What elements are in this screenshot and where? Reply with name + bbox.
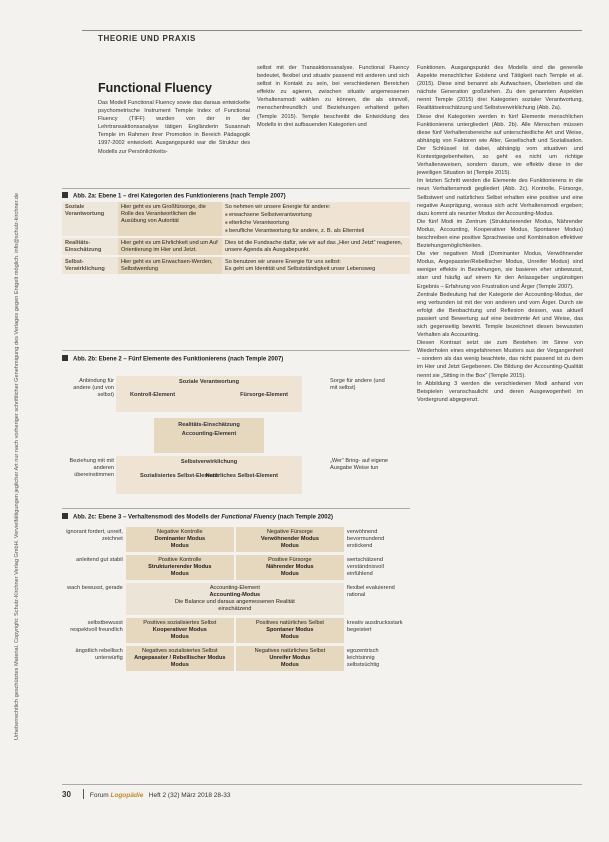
- bullet-item: ■ elterliche Verantwortung: [225, 219, 407, 227]
- mode-name: Nährender Modus: [266, 564, 314, 570]
- row-label: Selbst-Verwirklichung: [62, 256, 118, 274]
- element-label: Sozialisiertes Selbst-Element: [140, 473, 218, 479]
- row-traits-left: ängstlich rebellisch unterwürfig: [75, 648, 123, 661]
- caption-square-icon: [62, 192, 68, 198]
- accounting-cell: [126, 583, 344, 615]
- row-traits-left: selbstbewusst respektvoll freundlich: [70, 620, 123, 633]
- copyright-sidebar: [2, 50, 20, 750]
- row-traits-right: wertschätzend verständnisvoll einfühlend: [346, 557, 384, 577]
- caption-square-icon: [62, 513, 68, 519]
- issue-info: Heft 2 (32) März 2018 28-33: [148, 792, 231, 799]
- detail-text: So nehmen wir unsere Energie für andere:: [225, 203, 331, 210]
- caption-text: Ebene 2 – Fünf Elemente des Funktionierens (nach Temple 2007): [98, 356, 284, 363]
- journal-name-accent: Logopädie: [110, 792, 144, 799]
- mode-type: Negatives natürliches Selbst: [254, 648, 326, 654]
- row-traits-left: ignorant fordert, unreif, zeichnet: [66, 529, 123, 542]
- row-traits-right: flexibel evaluierend rational: [346, 585, 395, 598]
- realitaets-einschaetzung-box: [154, 418, 264, 453]
- figure-rule: [62, 508, 410, 509]
- mode-cell: Negatives sozialisiertes Selbst Angepasster / Rebellischer Modus Modus: [126, 646, 234, 671]
- mode-name: Verwöhnender Modus: [260, 536, 319, 542]
- figure-2a-table: [62, 202, 410, 274]
- row-traits-left: anleitend gut stabil: [76, 557, 123, 563]
- mode-type: Negative Kontrolle: [156, 529, 203, 535]
- paragraph: selbst mit der Transaktionsanalyse. Functional Fluency bedeutet, flexibel und situativ passend mit anderen und sich selbst in Kontakt zu sein, bei verschiedenen Bereichen effektiv zu agieren, zwischen situativ angemessenen Verhaltensmodi wählen zu können, die als sinnvoll, menschenfreundlich und Beziehungen erhaltend gelten (Temple 2015). Temple beschreibt die Entwicklung des Modells in drei aufbauenden Kategorien und: [257, 65, 409, 128]
- box-title: Realitäts-Einschätzung: [178, 422, 240, 428]
- mode-type: Negative Fürsorge: [266, 529, 313, 535]
- page-footer: [62, 789, 230, 799]
- sozial-verantwortung-box: [116, 376, 302, 412]
- side-note: Anbindung für andere (und von selbst): [73, 378, 114, 398]
- text-column-1: [98, 99, 250, 156]
- detail-text: So benutzen wir unsere Energie für uns selbst:: [225, 258, 341, 265]
- table-row: [64, 583, 408, 615]
- row-description: Hier geht es um Erwachsen-Werden, Selbstwerdung: [118, 256, 222, 274]
- paragraph: Diesen Kontrast setzt sie zum Bestehen im Sinne von Wiederholen eines eingefahrenen Musters aus der Vergangenheit – sondern als das wenig beachtete, das nicht passend ist zu dem im Hier und Jetzt Gegebenen. Die Bildung der Accounting-Qualität nennt sie „Sitting in the Box“ (Temple 2015).: [417, 340, 583, 379]
- mode-cell: Negative Kontrolle Dominanter Modus Modus: [126, 527, 234, 552]
- figure-rule: [62, 188, 410, 189]
- mode-type: Positives sozialisiertes Selbst: [143, 620, 217, 626]
- table-row: [64, 618, 408, 643]
- selbstverwirklichung-box: [116, 456, 302, 494]
- section-header: THEORIE UND PRAXIS: [98, 34, 196, 43]
- mode-type: Positive Kontrolle: [158, 557, 202, 563]
- mode-type: Accounting-Element: [209, 585, 260, 591]
- mode-cell: Positives sozialisiertes Selbst Kooperativer Modus Modus: [126, 618, 234, 643]
- paragraph: Die vier negativen Modi (Dominanter Modus, Verwöhnender Modus, Angepasster/Rebellischer Modus, Unreifer Modus) sind weniger effektiv in Beziehungen, sie basieren eher unbewusst, starr und häufig auf einem für den Anlassgeber ungünstigen Ergebnis – Erfahrung von Frustration und Ärger (Temple 2007).: [417, 251, 583, 290]
- caption-italic: Functional Fluency: [221, 514, 277, 521]
- row-details: [222, 237, 410, 256]
- text-column-2: [257, 64, 409, 129]
- paragraph: Zentrale Bedeutung hat der Kategorie der Accounting-Modus, der eng verbunden ist mit der von anderen und vom Ärger. Durch sie erfolgt die Beobachtung und Reflexion dessen, was aktuell passiert und Bewertung auf eine bestimmte Art und Weise, das sich gegenseitig bewirkt. Temple bezeichnet diesen bewussten Verhalten als Accounting.: [417, 291, 583, 339]
- row-traits-right: egozentrisch leichtsinnig selbstsüchtig: [346, 648, 380, 668]
- journal-name: Forum: [89, 792, 109, 799]
- header-rule: [82, 30, 582, 31]
- copyright-notice: Urheberrechtlich geschütztes Material. Copyright: Schulz-Kirchner Verlag GmbH. Vervielfältigungen jeglicher Art nur nach vorheriger schriftlicher Genehmigung des Verlages gegen Entgelt möglich. info@schulz-kirchner.de: [14, 193, 20, 740]
- side-note: „Wer“ Bring- auf eigene Ausgabe Weise tun: [330, 458, 389, 471]
- detail-text: Dies ist die Fundsache dafür, wie wir auf das „Hier und Jetzt“ reagieren, unsere Agenda als Ausgabepunkt.: [225, 239, 403, 253]
- mode-cell: Negatives natürliches Selbst Unreifer Modus Modus: [236, 646, 344, 671]
- figure-2a-caption: [62, 192, 286, 200]
- mode-name: Spontaner Modus: [266, 627, 314, 633]
- article-title: Functional Fluency: [98, 81, 212, 95]
- mode-type: Negatives sozialisiertes Selbst: [142, 648, 218, 654]
- caption-text: Ebene 1 – drei Kategorien des Funktionierens (nach Temple 2007): [98, 193, 286, 200]
- page-number: 30: [62, 790, 71, 799]
- figure-2b-caption: [62, 355, 283, 363]
- table-row: [64, 527, 408, 552]
- element-label: Fürsorge-Element: [240, 392, 288, 398]
- element-label: Accounting-Element: [181, 431, 237, 437]
- table-row: [62, 237, 410, 256]
- element-label: Kontroll-Element: [130, 392, 176, 398]
- row-traits-left: wach bewusst, gerade: [67, 585, 123, 591]
- figure-2c-table: [62, 524, 410, 674]
- figure-rule: [62, 350, 410, 351]
- caption-text: (nach Temple 2002): [277, 514, 333, 521]
- footer-rule: [62, 784, 582, 785]
- table-row: [62, 202, 410, 237]
- mode-name: Strukturierender Modus: [148, 564, 212, 570]
- table-row: [64, 555, 408, 580]
- caption-label: Abb. 2a:: [73, 193, 97, 200]
- mode-cell: Positives natürliches Selbst Spontaner Modus Modus: [236, 618, 344, 643]
- mode-cell: Positive Fürsorge Nährender Modus Modus: [236, 555, 344, 580]
- side-note: Sorge für andere (und mit selbst): [330, 378, 385, 391]
- table-row: [64, 646, 408, 671]
- mode-name: Unreifer Modus: [269, 655, 311, 661]
- paragraph: Diese drei Kategorien werden in fünf Elemente menschlichen Funktionierens untergliedert (Abb. 2b). Alle Menschen müssen diese fünf Verhaltensbereiche auf unterschiedliche Art und Weise, abhängig von Faktoren wie Alter, Gesellschaft und Sozialisation. Der Schlüssel ist dabei, abhängig vom situativen und Kontextgegebenheiten, so geht es nicht um richtige Verhaltensweisen, sondern darum, wie effektiv diese in der jeweiligen Situation ist (Temple 2015).: [417, 113, 583, 177]
- paragraph: Das Modell Functional Fluency sowie das daraus entwickelte psychometrische Instrument Temple Index of Functional Fluency (TIFF) wurden von der in der Lehrtransaktionsanalyse tätigen Engländerin Susannah Temple im Rahmen ihrer Promotion in Bereich Pädagogik 1997-2002 entwickelt. Ausgangspunkt war die Struktur des Modells zur Persönlichkeits-: [98, 100, 250, 155]
- caption-square-icon: [62, 355, 68, 361]
- figure-2c-caption: [62, 513, 333, 521]
- mode-cell: Positive Kontrolle Strukturierender Modus Modus: [126, 555, 234, 580]
- mode-name: Kooperativer Modus: [152, 627, 207, 633]
- mode-type: Positives natürliches Selbst: [255, 620, 324, 626]
- mode-name: Dominanter Modus: [154, 536, 206, 542]
- row-traits-right: verwöhnend bevormundend erstickend: [346, 529, 385, 549]
- box-title: Soziale Verantwortung: [179, 379, 239, 385]
- mode-cell: Negative Fürsorge Verwöhnender Modus Modus: [236, 527, 344, 552]
- box-title: Selbstverwirklichung: [180, 459, 238, 465]
- row-details: [222, 202, 410, 237]
- caption-label: Abb. 2c:: [73, 514, 97, 521]
- caption-label: Abb. 2b:: [73, 356, 97, 363]
- row-details: [222, 256, 410, 274]
- paragraph: Die fünf Modi im Zentrum (Strukturierender Modus, Nährender Modus, Accounting, Kooperativer Modus, Spontaner Modus) beschreiben eine positive Sprachweise und Kombination effektiver Beziehungsmöglichkeiten.: [417, 218, 583, 250]
- table-row: [62, 256, 410, 274]
- row-description: Hier geht es um Großfürsorge, die Rolle des Verantwortlichen die Ausübung von Autorität: [118, 202, 222, 237]
- row-description: Hier geht es um Ehrlichkeit und um Auf Orientierung im Hier und Jetzt.: [118, 237, 222, 256]
- row-label: Soziale Verantwortung: [62, 202, 118, 237]
- paragraph: Funktionen. Ausgangspunkt des Modells sind die generelle Aspekte menschlicher Existenz und Tätigkeit nach Temple et al. (2015). Diese sind benannt als Aufwachsen, Überleben und die nächste Generation großziehen. Zu den genannten Aspekten nennt Temple (2015) drei Kategorien sozialer Verantwortung, Realitätseinschätzung und Selbstverwirklichung (Abb. 2a).: [417, 65, 583, 112]
- mode-name: Accounting-Modus: [209, 592, 261, 598]
- paragraph: Im letzten Schritt werden die Elemente des Funktionierens in die neun Verhaltensmodi gegliedert (Abb. 2c). Kontrolle, Fürsorge, Selbstwert und natürliches Selbst erhalten eine positive und eine negative Ausprägung, woraus sich acht Verhaltensmodi ergeben; dazu kommt als neunter Modus der Accounting-Modus.: [417, 178, 583, 217]
- row-traits-right: kreativ ausdrucksstark begeistert: [346, 620, 403, 633]
- paragraph: In Abbildung 3 werden die verschiedenen Modi anhand von Beispielen veranschaulicht und deren Ausgewogenheit im Vordergrund abgegrenzt.: [417, 380, 583, 403]
- row-label: Realitäts-Einschätzung: [62, 237, 118, 256]
- mode-type: Positive Fürsorge: [268, 557, 312, 563]
- side-note: Beziehung mit mit anderen übereinstimmen: [69, 458, 114, 478]
- bullet-item: ■ erwachsene Selbstverantwortung: [225, 211, 407, 219]
- mode-note: einschätzend: [218, 606, 252, 612]
- mode-note: Die Balance und daraus angemessenen Realität: [174, 599, 295, 605]
- mode-name: Angepasster / Rebellischer Modus: [134, 655, 226, 661]
- element-label: Natürliches Selbst-Element: [205, 473, 278, 479]
- text-column-3: [417, 64, 583, 404]
- footer-divider: [83, 789, 84, 799]
- bullet-item: ■ berufliche Verantwortung für andere, z. B. als Elternteil: [225, 227, 407, 235]
- detail-text: Es geht um Identität und Selbstständigkeit unser Lebensweg: [225, 265, 376, 272]
- caption-text: Ebene 3 – Verhaltensmodi des Modells der: [98, 514, 220, 521]
